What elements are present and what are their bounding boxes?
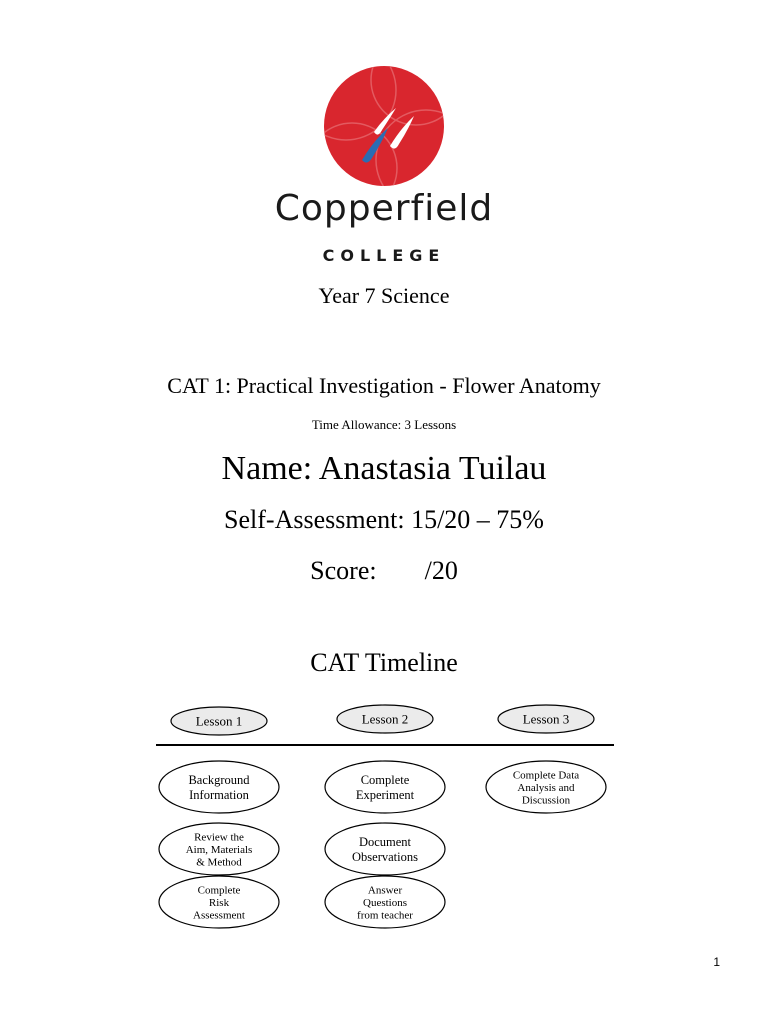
task-text-line: Aim, Materials — [185, 843, 253, 856]
student-name: Name: Anastasia Tuilau — [221, 450, 547, 487]
college-logo — [256, 60, 512, 270]
logo-wordmark: Copperfield — [274, 188, 494, 229]
cat-timeline-diagram — [148, 700, 620, 936]
cat-title: CAT 1: Practical Investigation - Flower Anatomy — [167, 373, 601, 398]
lesson-header-1 — [171, 707, 267, 735]
page-number: 1 — [713, 955, 720, 969]
task-text-line: Experiment — [355, 787, 415, 802]
task-text-line: Answer — [367, 884, 403, 897]
score-line — [0, 556, 768, 586]
task-oval — [325, 823, 445, 875]
task-text-line: Risk — [208, 896, 230, 909]
task-text-line: Discussion — [521, 794, 571, 807]
task-oval — [486, 761, 606, 813]
task-oval — [159, 761, 279, 813]
task-text-line: Complete — [197, 884, 241, 897]
lesson-header-label: Lesson 1 — [195, 713, 243, 729]
task-text-line: Complete — [360, 772, 410, 787]
task-text-line: Document — [358, 834, 412, 849]
task-text-line: Review the — [194, 831, 244, 844]
time-allowance: Time Allowance: 3 Lessons — [311, 417, 457, 432]
task-text-line: Questions — [363, 896, 407, 909]
lesson-header-3 — [498, 705, 594, 733]
self-assessment: Self-Assessment: 15/20 – 75% — [224, 505, 544, 534]
task-text-line: & Method — [196, 856, 242, 869]
task-oval — [325, 876, 445, 928]
task-text-line: Background — [188, 772, 250, 787]
score-label: Score: — [310, 556, 377, 585]
lesson-header-label: Lesson 3 — [522, 711, 570, 727]
task-oval — [159, 876, 279, 928]
timeline-svg — [148, 700, 620, 936]
task-oval — [159, 823, 279, 875]
task-text-line: Observations — [352, 849, 418, 864]
score-total: /20 — [424, 556, 458, 585]
lesson-header-label: Lesson 2 — [361, 711, 409, 727]
lesson-header-2 — [337, 705, 433, 733]
task-text-line: from teacher — [357, 909, 413, 922]
task-text-line: Information — [189, 787, 249, 802]
logo-subtext: COLLEGE — [322, 246, 446, 265]
task-oval — [325, 761, 445, 813]
task-text-line: Assessment — [193, 909, 245, 922]
task-text-line: Analysis and — [517, 781, 575, 794]
logo-emblem-icon — [256, 60, 512, 190]
task-text-line: Complete Data — [512, 769, 580, 782]
subject-heading: Year 7 Science — [318, 283, 450, 308]
timeline-title: CAT Timeline — [310, 648, 458, 677]
